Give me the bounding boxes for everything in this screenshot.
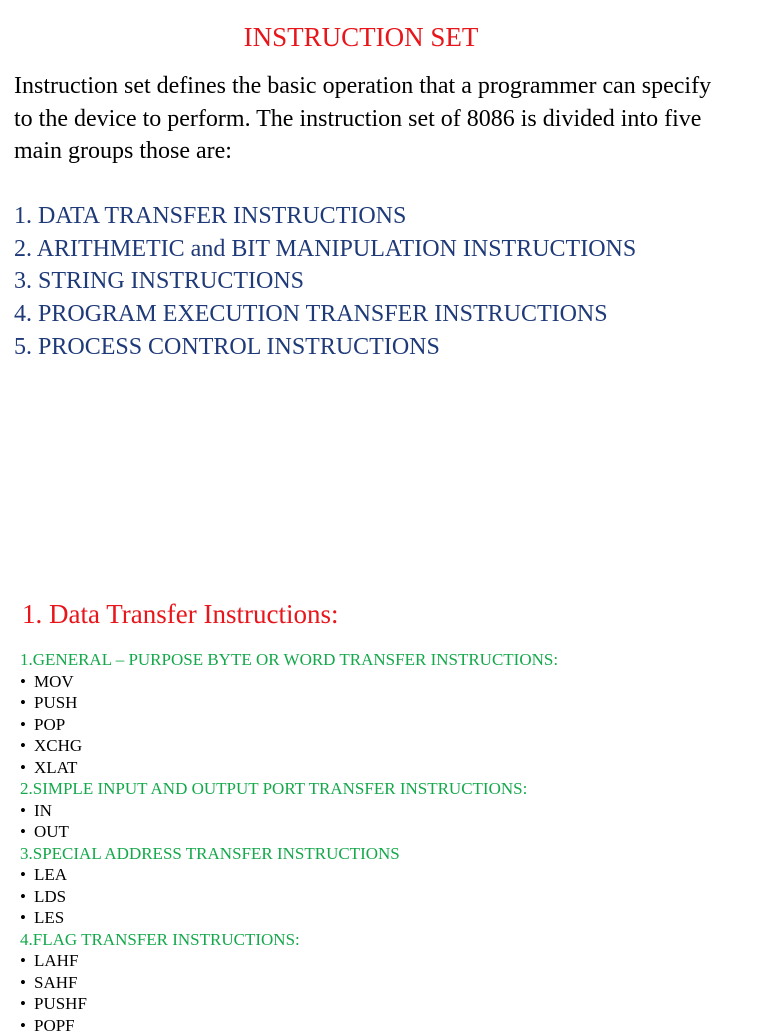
instruction-item [20,800,760,822]
instruction-label: IN [34,801,52,820]
instruction-label: POPF [34,1016,75,1035]
bullet-icon: • [20,1015,34,1036]
bullet-icon: • [20,907,34,929]
group-item [14,265,734,298]
group-number: 5. [14,334,32,360]
bullet-icon: • [20,735,34,757]
category-heading: 4.FLAG TRANSFER INSTRUCTIONS: [20,929,760,951]
bullet-icon: • [20,692,34,714]
group-label: STRING INSTRUCTIONS [38,268,304,294]
instruction-item [20,821,760,843]
instruction-label: LDS [34,887,66,906]
bullet-icon: • [20,950,34,972]
data-transfer-list [20,649,760,1036]
instruction-item [20,671,760,693]
instruction-label: PUSHF [34,994,87,1013]
group-item [14,200,734,233]
page-title: INSTRUCTION SET [0,18,722,56]
bullet-icon: • [20,993,34,1015]
bullet-icon: • [20,864,34,886]
group-label: DATA TRANSFER INSTRUCTIONS [38,203,406,229]
instruction-label: XCHG [34,736,82,755]
group-label: PROCESS CONTROL INSTRUCTIONS [38,334,440,360]
instruction-label: LAHF [34,951,78,970]
group-label: PROGRAM EXECUTION TRANSFER INSTRUCTIONS [38,301,608,327]
instruction-label: OUT [34,822,69,841]
instruction-item [20,735,760,757]
instruction-item [20,950,760,972]
group-label: ARITHMETIC and BIT MANIPULATION INSTRUCTIONS [37,236,637,262]
instruction-item [20,864,760,886]
instruction-label: LES [34,908,64,927]
instruction-item [20,692,760,714]
group-number: 3. [14,268,32,294]
group-item [14,331,734,364]
instruction-label: XLAT [34,758,77,777]
section-title: 1. Data Transfer Instructions: [22,596,338,632]
instruction-label: MOV [34,672,74,691]
instruction-item [20,972,760,994]
intro-paragraph: Instruction set defines the basic operation that a programmer can specify to the device to perform. The instruction set of 8086 is divided into five main groups those are: [14,70,734,168]
group-number: 2. [14,236,32,262]
instruction-label: POP [34,715,65,734]
bullet-icon: • [20,671,34,693]
category-heading: 3.SPECIAL ADDRESS TRANSFER INSTRUCTIONS [20,843,760,865]
group-number: 1. [14,203,32,229]
category-heading: 2.SIMPLE INPUT AND OUTPUT PORT TRANSFER INSTRUCTIONS: [20,778,760,800]
bullet-icon: • [20,886,34,908]
instruction-item [20,993,760,1015]
group-item [14,233,734,266]
bullet-icon: • [20,757,34,779]
group-number: 4. [14,301,32,327]
bullet-icon: • [20,821,34,843]
bullet-icon: • [20,972,34,994]
bullet-icon: • [20,714,34,736]
instruction-label: PUSH [34,693,77,712]
bullet-icon: • [20,800,34,822]
category-heading: 1.GENERAL – PURPOSE BYTE OR WORD TRANSFER INSTRUCTIONS: [20,649,760,671]
instruction-label: LEA [34,865,67,884]
instruction-item [20,1015,760,1036]
instruction-groups-list [14,200,734,364]
group-item [14,298,734,331]
instruction-item [20,907,760,929]
instruction-item [20,886,760,908]
instruction-label: SAHF [34,973,77,992]
instruction-item [20,757,760,779]
instruction-item [20,714,760,736]
